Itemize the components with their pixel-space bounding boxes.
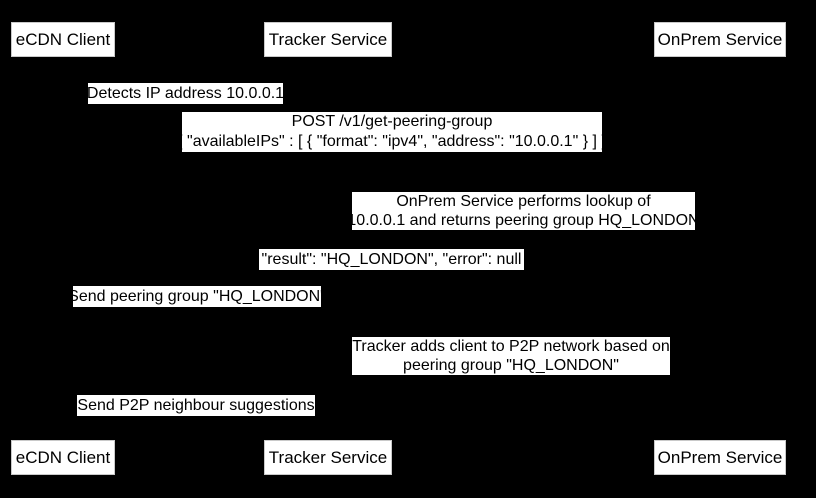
- message-line: { "result": "HQ_LONDON", "error": null }: [251, 250, 532, 268]
- participant-ecdn-client-bottom: [11, 440, 115, 475]
- participant-label: Tracker Service: [268, 447, 388, 467]
- note-line: Tracker adds client to P2P network based on: [352, 338, 670, 355]
- note-line: OnPrem Service performs lookup of: [396, 193, 651, 210]
- note-line: 10.0.0.1 and returns peering group HQ_LONDON: [347, 212, 700, 229]
- note-onprem-lookup: [347, 192, 700, 230]
- message-line: Send P2P neighbour suggestions: [77, 396, 315, 414]
- message-send-peering-group: [68, 286, 326, 307]
- note-line: Detects IP address 10.0.0.1: [86, 85, 285, 102]
- participant-ecdn-client-top: [11, 22, 115, 57]
- participant-onprem-service-bottom: [654, 440, 786, 475]
- message-line: Send peering group "HQ_LONDON": [68, 287, 326, 305]
- participant-label: eCDN Client: [15, 447, 111, 467]
- message-send-p2p-suggestions: [77, 395, 315, 416]
- note-tracker-adds-client: [352, 337, 670, 375]
- participant-label: eCDN Client: [15, 29, 111, 49]
- participant-tracker-service-bottom: [264, 440, 392, 475]
- note-line: peering group "HQ_LONDON": [403, 357, 619, 374]
- participant-label: OnPrem Service: [657, 447, 783, 467]
- message-post-get-peering-group: [177, 112, 607, 152]
- participant-label: OnPrem Service: [657, 29, 783, 49]
- participant-label: Tracker Service: [268, 29, 388, 49]
- message-line: { "availableIPs" : [ { "format": "ipv4", "address": "10.0.0.1" } ] }: [177, 133, 607, 150]
- message-result-response: [251, 249, 532, 270]
- participant-tracker-service-top: [264, 22, 392, 57]
- participant-onprem-service-top: [654, 22, 786, 57]
- note-detects-ip: [88, 83, 283, 104]
- message-line: POST /v1/get-peering-group: [291, 113, 493, 130]
